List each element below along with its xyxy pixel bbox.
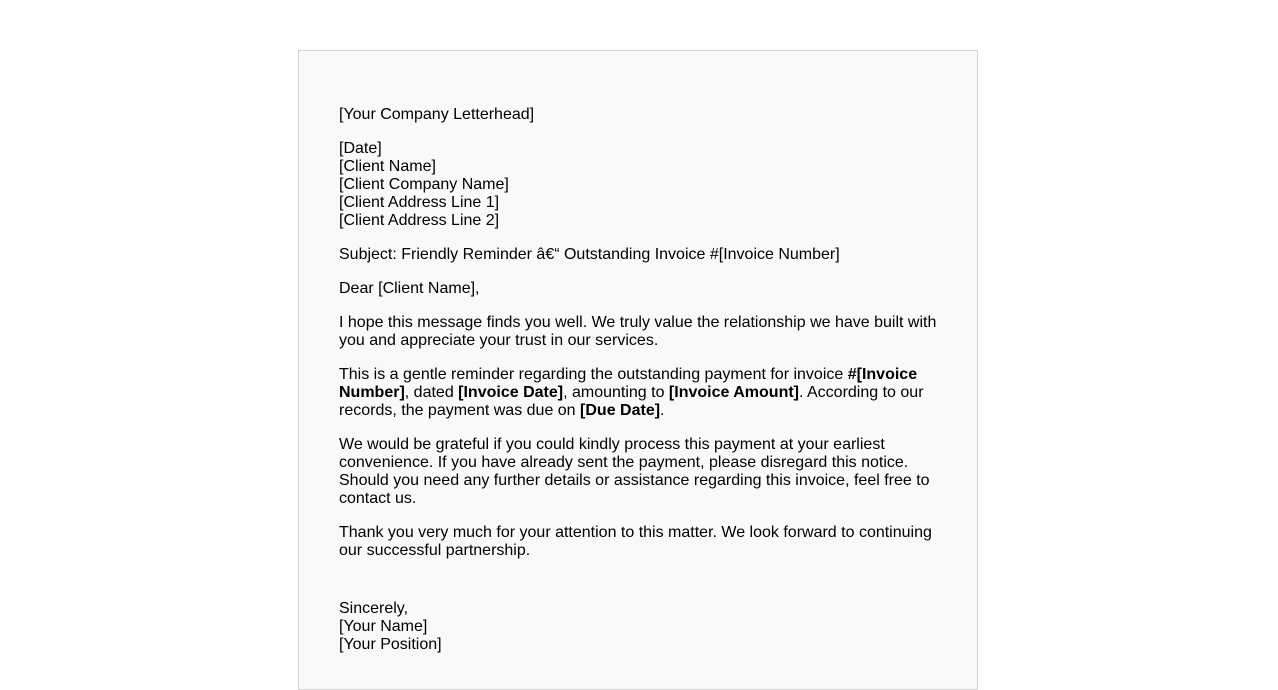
subject-line: Subject: Friendly Reminder â€“ Outstanding Invoice #[Invoice Number] (339, 246, 840, 263)
sign-off: Sincerely, (339, 600, 409, 617)
letterhead: [Your Company Letterhead] (339, 106, 535, 123)
due-date: [Due Date] (580, 402, 661, 419)
reminder-text-1: This is a gentle reminder regarding the outstanding payment for invoice (339, 366, 848, 383)
reminder-text-5: . (660, 402, 665, 419)
sender-position: [Your Position] (339, 636, 442, 653)
client-name-line: [Client Name] (339, 158, 436, 175)
reminder-text-2: , dated (404, 384, 459, 401)
invoice-number: #[Invoice Number] (339, 366, 918, 401)
client-address-line-1: [Client Address Line 1] (339, 194, 500, 211)
client-company-line: [Client Company Name] (339, 176, 509, 193)
closing-block (339, 600, 939, 654)
reminder-text-3: , amounting to (563, 384, 669, 401)
letter-page (298, 50, 978, 690)
client-address-line-2: [Client Address Line 2] (339, 212, 500, 229)
paragraph-reminder (339, 366, 939, 420)
reminder-text-4: . According to our records, the payment was due on (339, 384, 924, 419)
paragraph-thanks: Thank you very much for your attention to this matter. We look forward to continuing our successful partnership. (339, 524, 932, 559)
letter-body (339, 106, 939, 670)
invoice-date: [Invoice Date] (458, 384, 564, 401)
paragraph-request: We would be grateful if you could kindly process this payment at your earliest convenience. If you have already sent the payment, please disregard this notice. Should you need any further details or assistance regarding this invoice, feel free to contact us. (339, 436, 930, 507)
invoice-amount: [Invoice Amount] (668, 384, 799, 401)
paragraph-intro: I hope this message finds you well. We truly value the relationship we have built with you and appreciate your trust in our services. (339, 314, 937, 349)
recipient-block (339, 140, 939, 230)
sender-name: [Your Name] (339, 618, 428, 635)
salutation: Dear [Client Name], (339, 280, 480, 297)
date-line: [Date] (339, 140, 382, 157)
